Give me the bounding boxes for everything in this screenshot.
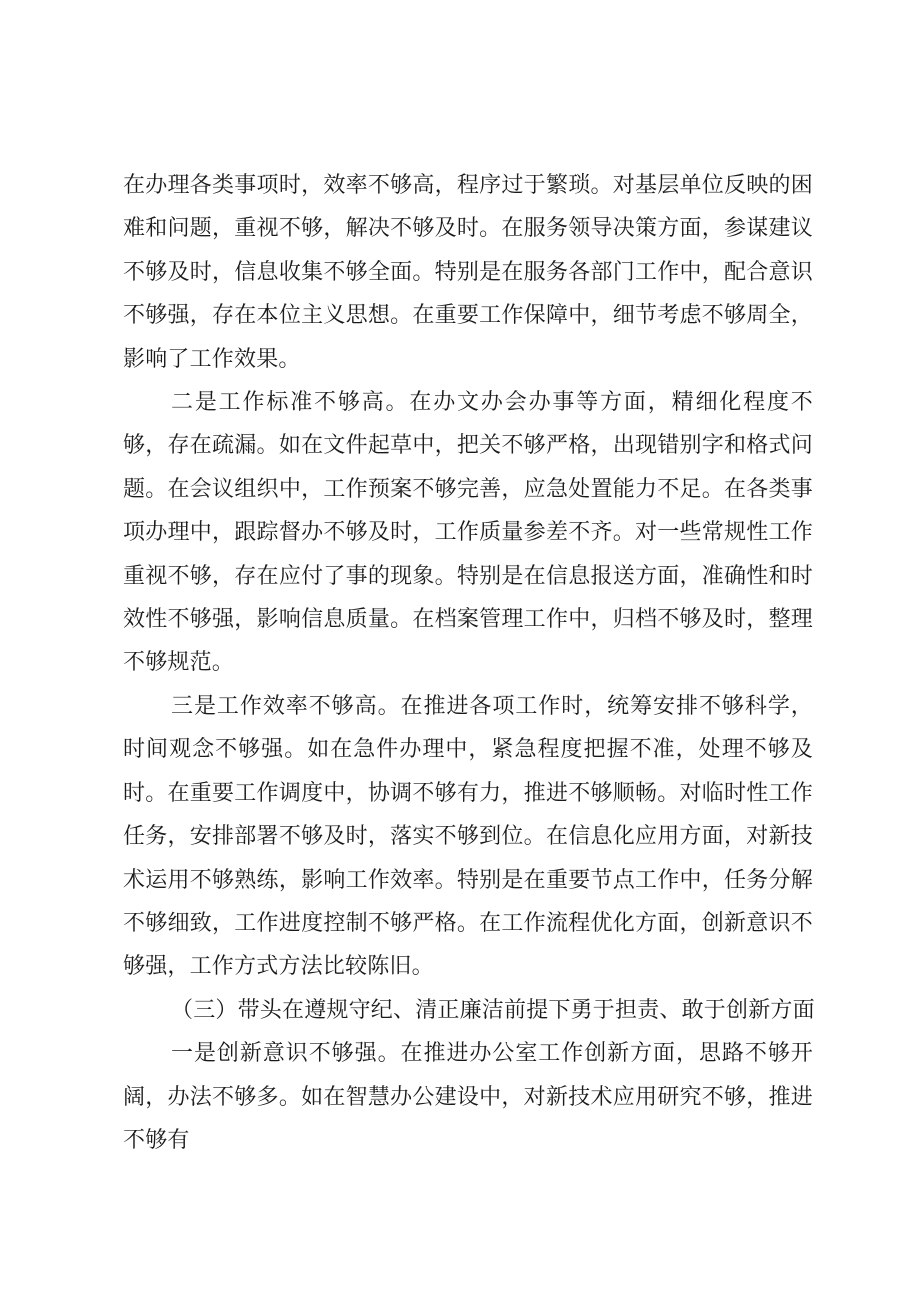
paragraph-continuation: 在办理各类事项时，效率不够高，程序过于繁琐。对基层单位反映的困难和问题，重视不够，解决不够及时。在服务领导决策方面，参谋建议不够及时，信息收集不够全面。特别是在服务各部门工作中，配合意识不够强，存在本位主义思想。在重要工作保障中，细节考虑不够周全，影响了工作效果。 [123,173,813,372]
paragraph-work-standard: 二是工作标准不够高。在办文办会办事等方面，精细化程度不够，存在疏漏。如在文件起草中，把关不够严格，出现错别字和格式问题。在会议组织中，工作预案不够完善，应急处置能力不足。在各类事项办理中，跟踪督办不够及时，工作质量参差不齐。对一些常规性工作重视不够，存在应付了事的现象。特别是在信息报送方面，准确性和时效性不够强，影响信息质量。在档案管理工作中，归档不够及时，整理不够规范。 [123,390,813,676]
paragraph-innovation: 一是创新意识不够强。在推进办公室工作创新方面，思路不够开阔，办法不够多。如在智慧办公建设中，对新技术应用研究不够，推进不够有 [123,1041,813,1153]
paragraph-work-efficiency: 三是工作效率不够高。在推进各项工作时，统筹安排不够科学，时间观念不够强。如在急件办理中，紧急程度把握不准，处理不够及时。在重要工作调度中，协调不够有力，推进不够顺畅。对临时性工作任务，安排部署不够及时，落实不够到位。在信息化应用方面，对新技术运用不够熟练，影响工作效率。特别是在重要节点工作中，任务分解不够细致，工作进度控制不够严格。在工作流程优化方面，创新意识不够强，工作方式方法比较陈旧。 [123,693,813,980]
section-heading: （三）带头在遵规守纪、清正廉洁前提下勇于担责、敢于创新方面 [171,997,815,1023]
document-body [123,164,813,1162]
